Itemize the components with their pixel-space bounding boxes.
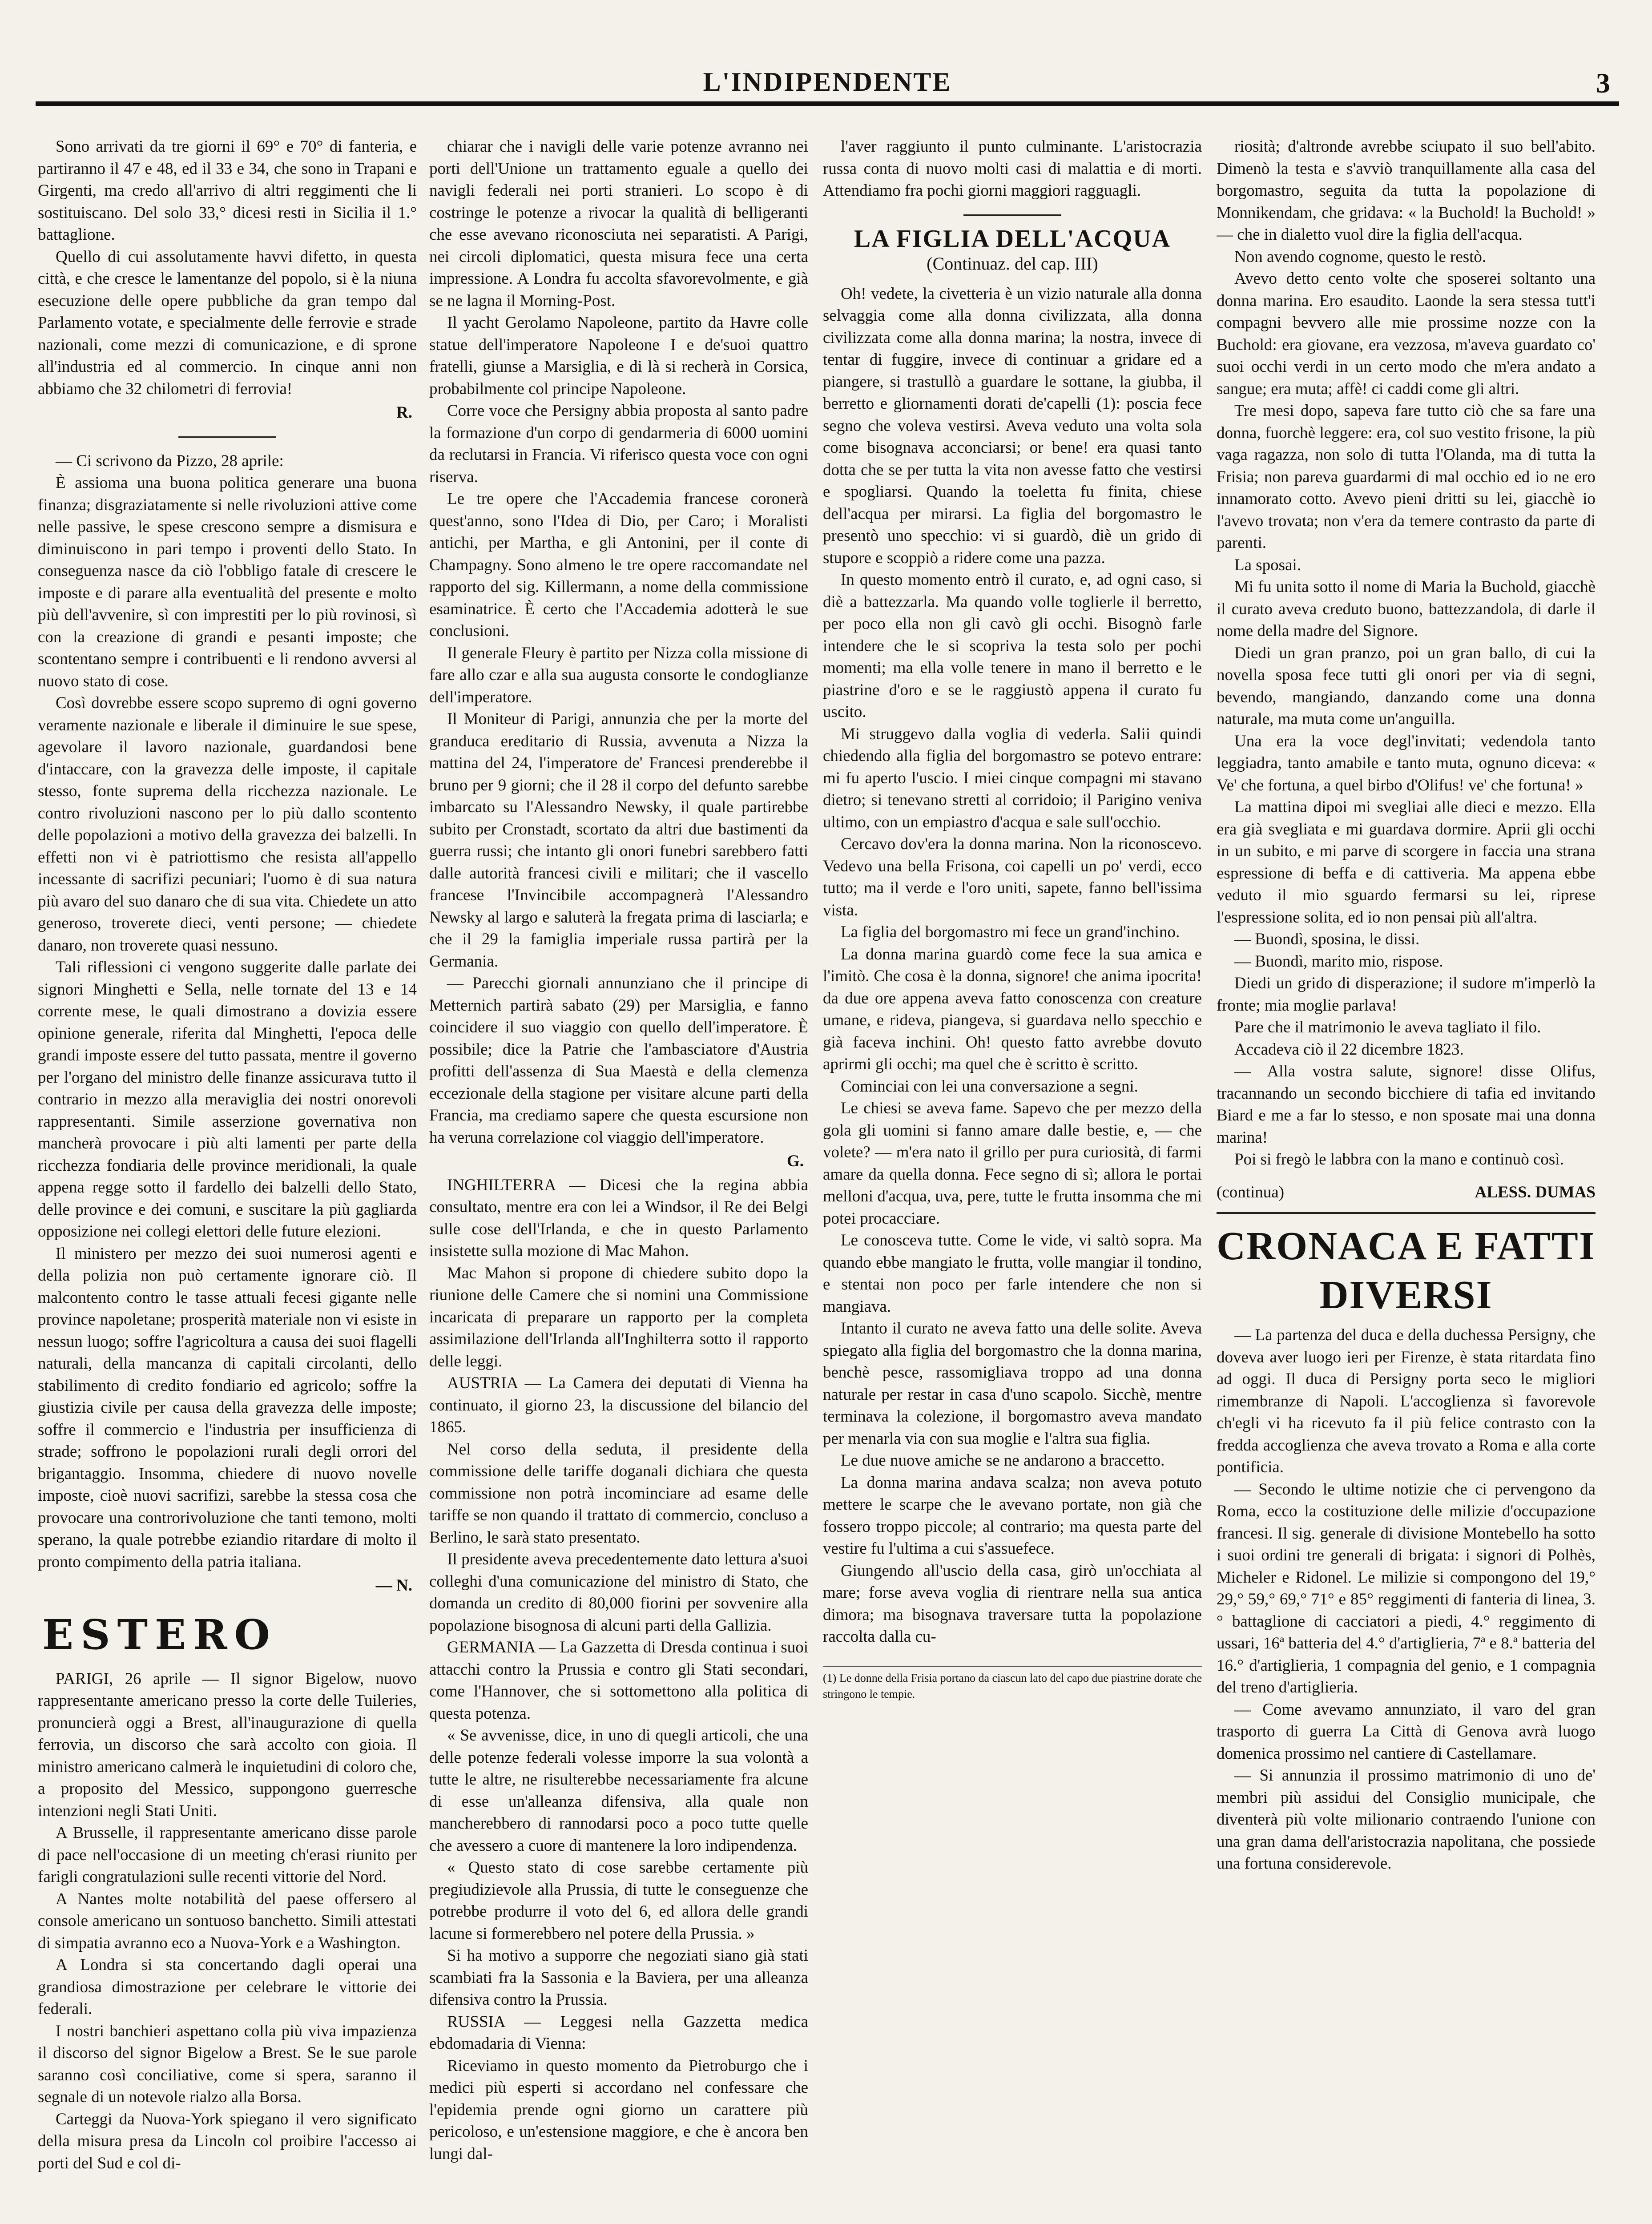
paragraph: Le conosceva tutte. Come le vide, vi saltò sopra. Ma quando ebbe mangiato le frutta, volle mangiar il tondino, e stentai non poco per farle intendere che non si mangiava.	[823, 1231, 1202, 1316]
paragraph: Sono arrivati da tre giorni il 69° e 70° di fanteria, e partiranno il 47 e 48, ed il 33 e 34, che sono in Trapani e Girgenti, ma credo all'arrivo di altri reggimenti che li sostituiscano. Del solo 33,° dicesi resti in Sicilia il 1.° battaglione.	[38, 137, 417, 244]
paragraph: La mattina dipoi mi svegliai alle dieci e mezzo. Ella era già svegliata e mi guardava dormire. Aprii gli occhi in un subito, e mi parve di scorgere in faccia una strana espressione di beffa e di cattiveria. Ma appena ebbe veduto il mio sguardo fermarsi su lei, riprese l'espressione solita, ed io non pensai più all'altra.	[1217, 798, 1596, 927]
header-rule	[36, 101, 1619, 106]
paragraph: riosità; d'altronde avrebbe sciupato il suo bell'abito. Dimenò la testa e s'avviò tranquillamente alla casa del borgomastro, seguita da tutta la popolazione di Monnikendam, che gridava: « la Buchold! la Buchold! » — che in dialetto vuol dire la figlia dell'acqua.	[1217, 137, 1596, 244]
paragraph: Il ministero per mezzo dei suoi numerosi agenti e della polizia non può certamente ignorare ciò. Il malcontento contro le tasse attuali fecesi gigante nelle province napoletane; prosperità materiale non vi esiste in nessun luogo; soffre l'agricoltura a causa dei suoi flagelli naturali, della mancanza di capitali circolanti, dello stabilimento di credito fondiario ed agricolo; soffre la giustizia civile per causa della gravezza delle imposte; soffre il commercio e l'industria per insufficienza di strade; soffrono le popolazioni rurali degli orrori del brigantaggio. Insomma, chiedere di nuovo novelle imposte, cioè nuovi sacrifizi, sarebbe la stessa cosa che provocare una controrivoluzione che tanti temono, molti sperano, la quale potrebbe eziandio ritardare di molto il pronto compimento della patria italiana.	[38, 1244, 417, 1571]
footnote: (1) Le donne della Frisia portano da ciascun lato del capo due piastrine dorate che stringono le tempie.	[823, 1666, 1202, 1702]
column-2	[429, 136, 808, 2224]
paragraph: RUSSIA — Leggesi nella Gazzetta medica ebdomadaria di Vienna:	[429, 2012, 808, 2053]
paragraph: « Questo stato di cose sarebbe certamente più pregiudizievole alla Prussia, di tutte le conseguenze che potrebbe produrre il voto del 6, ed allora delle grandi lacune si formerebbero nel potere della Prussia. »	[429, 1858, 808, 1943]
paragraph: Pare che il matrimonio le aveva tagliato il filo.	[1234, 1018, 1541, 1036]
paragraph: GERMANIA — La Gazzetta di Dresda continua i suoi attacchi contro la Prussia e contro gli Stati secondari, come l'Hannover, che si sottomettono alla politica di questa potenza.	[429, 1638, 808, 1723]
paragraph: Il generale Fleury è partito per Nizza colla missione di fare allo czar e alla sua augusta consorte le condoglianze dell'imperatore.	[429, 644, 808, 706]
paragraph: Il presidente aveva precedentemente dato lettura a'suoi colleghi d'una comunicazione del ministro di Stato, che domanda un credito di 80,000 fiorini per sovvenire alla popolazione bisognosa di alcuni parti della Gallizia.	[429, 1550, 808, 1635]
newspaper-title: L'INDIPENDENTE	[703, 67, 952, 97]
column-1	[38, 136, 417, 2224]
paragraph: Mi struggevo dalla voglia di vederla. Salii quindi chiedendo alla figlia del borgomastro se potevo entrare: mi fu aperto l'uscio. I miei cinque compagni mi stavano dietro; si tenevano stretti al corridoio; il Parigino veniva ultimo, con un empiastro d'acqua e sale sull'occhio.	[823, 725, 1202, 831]
paragraph: — Buondì, marito mio, rispose.	[1234, 952, 1443, 971]
paragraph: Oh! vedete, la civetteria è un vizio naturale alla donna selvaggia come alla donna civilizzata, alla donna civilizzata come alla donna marina; la nostra, invece di tentar di fuggire, invece di continuar a gridare ed a piangere, si trastullò a guardare le sottane, la giubba, il berretto e gliornamenti dorati de'capelli (1): poscia fece segno che voleva vestirsi. Aveva veduto una volta sola come bisognava acconciarsi; or bene! era quasi tanto dotta che se per tutta la vita non avesse fatto che vestirsi e spogliarsi. Quando la toeletta fu finita, chiese dell'acqua per mirarsi. La figlia del borgomastro le presentò uno specchio: vi si guardò, diè un grido di stupore e scoppiò a ridere come una pazza.	[823, 284, 1202, 567]
column-4	[1217, 136, 1596, 2224]
paragraph: A Londra si sta concertando dagli operai una grandiosa dimostrazione per celebrare le vittorie dei federali.	[38, 1956, 417, 2018]
paragraph: Il yacht Gerolamo Napoleone, partito da Havre colle statue dell'imperatore Napoleone I e de'suoi quattro fratelli, giunse a Marsiglia, e di là si recherà in Corsica, probabilmente col principe Napoleone.	[429, 314, 808, 398]
paragraph: l'aver raggiunto il punto culminante. L'aristocrazia russa conta di nuovo molti casi di malattia e di morti. Attendiamo fra pochi giorni maggiori ragguagli.	[823, 137, 1202, 200]
paragraph: Le tre opere che l'Accademia francese coronerà quest'anno, sono l'Idea di Dio, per Caro; i Moralisti antichi, per Martha, e gli Antonini, per il conte di Champagny. Sono almeno le tre opere raccomandate nel rapporto del sig. Killermann, a nome della commissione esaminatrice. È certo che l'Accademia adotterà le sue conclusioni.	[429, 490, 808, 640]
paragraph: I nostri banchieri aspettano colla più viva impazienza il discorso del signor Bigelow a Brest. Se le sue parole saranno così conciliative, come si spera, saranno il segnale di un notevole rialzo alla Borsa.	[38, 2022, 417, 2106]
continua-label: (continua)	[1217, 1183, 1285, 1201]
section-heading-estero: ESTERO	[42, 1610, 277, 1659]
dateline: — Ci scrivono da Pizzo, 28 aprile:	[56, 451, 284, 470]
paragraph: Intanto il curato ne aveva fatto una delle solite. Aveva spiegato alla figlia del borgomastro che la donna marina, benchè pesce, rassomigliava troppo ad una donna naturale per restar in casa d'uno scapolo. Sicchè, mentre terminava la colezione, il borgomastro aveva mandato per menarla via con sua moglie e l'altra sua figlia.	[823, 1319, 1202, 1448]
paragraph: — La partenza del duca e della duchessa Persigny, che doveva aver luogo ieri per Firenze, è stata ritardata fino ad oggi. Il duca di Persigny porta seco le migliori rimembranze di Napoli. L'accoglienza sì favorevole ch'egli vi ha ricevuto fa il più felice contrasto con la fredda accoglienza che aveva trovato a Roma e alla corte pontificia.	[1217, 1326, 1596, 1476]
paragraph: Giungendo all'uscio della casa, girò un'occhiata al mare; forse aveva voglia di rientrare nella sua antica dimora; ma bisognava traversare tutta la popolazione raccolta dalla cu-	[823, 1561, 1202, 1646]
separator-rule	[178, 436, 276, 438]
page-number: 3	[1596, 67, 1610, 99]
separator-rule	[963, 214, 1061, 216]
paragraph: Riceviamo in questo momento da Pietroburgo che i medici più esperti si accordano nel confessare che l'epidemia prende ogni giorno un carattere più pericoloso, e un'estensione maggiore, e che è ancora ben lungi dal-	[429, 2056, 808, 2163]
paragraph: È assioma una buona politica generare una buona finanza; disgraziatamente si nelle rivoluzioni attive come nelle passive, le spese crescono sempre a dismisura e diminuiscono in pari tempo i proventi dello Stato. In conseguenza nasce da ciò l'obbligo fatale di crescere le imposte e di parare alla eventualità del presente e molto più dell'avvenire, sì con imprestiti per lo più rovinosi, sì con la creazione di grandi e pesanti imposte; che scontentano sempre i contribuenti e li rendono avversi al nuovo stato di cose.	[38, 474, 417, 690]
column-3	[823, 136, 1202, 2224]
paragraph: « Se avvenisse, dice, in uno di quegli articoli, che una delle potenze federali volesse imporre la sua volontà a tutte le altre, ne risulterebbe necessariamente fra alcune di esse un'alleanza difensiva, alla quale non mancherebbero di rannodarsi poco a poco tutte quelle che avessero a cuore di mantenere la loro indipendenza.	[429, 1726, 808, 1855]
paragraph: Le chiesi se aveva fame. Sapevo che per mezzo della gola gli uomini si fanno amare dalle bestie, e, — che volete? — m'era nato il grillo per pura curiosità, di farmi amare da quella donna. Fece segno di sì; allora le portai melloni d'acqua, uva, pere, tutte le frutta insomma che mi potei procacciare.	[823, 1099, 1202, 1228]
paragraph: La sposai.	[1234, 556, 1301, 574]
paragraph: Poi si fregò le labbra con la mano e continuò così.	[1234, 1150, 1564, 1168]
paragraph: Mi fu unita sotto il nome di Maria la Buchold, giacchè il curato aveva creduto buono, battezzandola, di darle il nome della madre del Signore.	[1217, 578, 1596, 640]
paragraph: — Si annunzia il prossimo matrimonio di uno de' membri più assidui del Consiglio municipale, che diventerà più volte milionario contraendo l'unione con una gran dama dell'aristocrazia napolitana, che possiede una fortuna considerevole.	[1217, 1766, 1596, 1873]
feuilleton-title: LA FIGLIA DELL'ACQUA	[854, 225, 1171, 253]
paragraph: Le due nuove amiche se ne andarono a braccetto.	[841, 1451, 1165, 1470]
paragraph: INGHILTERRA — Dicesi che la regina abbia consultato, mentre era con lei a Windsor, il Re dei Belgi sulle cose dell'Irlanda, e che in questo Parlamento insistette sulla mozione di Mac Mahon.	[429, 1176, 808, 1260]
paragraph: Cercavo dov'era la donna marina. Non la riconoscevo. Vedevo una bella Frisona, coi capelli un po' verdi, ecco tutto; ma il verde e l'oro uniti, sapete, fanno bell'issima vista.	[823, 835, 1202, 919]
paragraph: Carteggi da Nuova-York spiegano il vero significato della misura presa da Lincoln col proibire l'accesso ai porti del Sud e col di-	[38, 2110, 417, 2172]
paragraph: Il Moniteur di Parigi, annunzia che per la morte del granduca ereditario di Russia, avvenuta a Nizza la mattina del 24, l'imperatore de' Francesi prenderebbe il bruno per 9 giorni; che il 28 il corpo del defunto sarebbe imbarcato su l'Alessandro Newsky, il quale partirebbe subito per Cronstadt, scortato da altri due bastimenti da guerra russi; che intanto gli onori funebri sarebbero fatti dalle autorità francesi civili e militari; che il vascello francese l'Invincibile accompagnerà l'Alessandro Newsky al largo e saluterà la fregata prima di lasciarla; e che il 29 la famiglia imperiale russa partirà per la Germania.	[429, 710, 808, 971]
feuilleton-byline	[1217, 1181, 1596, 1204]
masthead	[36, 67, 1619, 98]
signature: — N.	[375, 1576, 412, 1595]
paragraph: Corre voce che Persigny abbia proposta al santo padre la formazione d'un corpo di gendarmeria di 6000 uomini da reclutarsi in Francia. Vi riferisco questa voce con ogni riserva.	[429, 402, 808, 486]
paragraph: La donna marina andava scalza; non aveva potuto mettere le scarpe che le avevano portate, non già che fossero troppo piccole; al contrario; ma questa parte del vestire fu l'ultima a cui s'assuefece.	[823, 1473, 1202, 1558]
paragraph: Non avendo cognome, questo le restò.	[1234, 247, 1487, 266]
paragraph: Nel corso della seduta, il presidente della commissione delle tariffe doganali dichiara che questa commissione non potrà incominciare ad esame delle tariffe se non quando il trattato di commercio, concluso a Berlino, le sarà stato presentato.	[429, 1440, 808, 1547]
paragraph: A Nantes molte notabilità del paese offersero al console americano un sontuoso banchetto. Simili attestati di simpatia avranno eco a Nuova-York e a Washington.	[38, 1890, 417, 1952]
paragraph: Tali riflessioni ci vengono suggerite dalle parlate dei signori Minghetti e Sella, nelle tornate del 13 e 14 corrente mese, le quali dimostrano a dovizia essere opinione generale, riferita dal Minghetti, l'epoca delle grandi imposte essere del tutto passata, mentre il governo per l'organo del ministro delle finanze assicurava tutto il contrario in mezzo alla meraviglia dei nostri onorevoli rappresentanti. Simile asserzione governativa non mancherà provocare i più alti lamenti per parte della ricchezza fondiaria delle province meridionali, la quale appena regge sotto il fardello dei balzelli dello Stato, delle province e dei comuni, e suscitare la più gagliarda opposizione nei collegi elettori delle future elezioni.	[38, 958, 417, 1241]
paragraph: Quello di cui assolutamente havvi difetto, in questa città, e che cresce le lamentanze del popolo, si è la niuna esecuzione delle opere pubbliche da gran tempo dal Parlamento votate, e specialmente delle ferrovie e strade nazionali, come mezzi di comunicazione, e di sprone all'industria ed al commercio. In cinque anni non abbiamo che 32 chilometri di ferrovia!	[38, 247, 417, 398]
paragraph: Tre mesi dopo, sapeva fare tutto ciò che sa fare una donna, fuorchè leggere: era, col suo vestito frisone, la più vaga ragazza, non solo di tutta l'Olanda, ma di tutta la Frisia; non pareva guardarmi di mal occhio ed io ne ero innamorato cotto. Avevo pieni dritti su lei, giacchè io l'avevo trovata; non v'era da temere contrasto da parte di parenti.	[1217, 402, 1596, 552]
paragraph: — Alla vostra salute, signore! disse Olifus, tracannando un secondo bicchiere di tafia ed invitando Biard e me a far lo stesso, e non sposate mai una donna marina!	[1217, 1062, 1596, 1147]
feuilleton-subtitle: (Continuaz. del cap. III)	[927, 254, 1098, 274]
paragraph: Cominciai con lei una conversazione a segni.	[841, 1077, 1138, 1096]
paragraph: Diedi un gran pranzo, poi un gran ballo, di cui la novella sposa fece tutti gli onori per via di segni, bevendo, mangiando, danzando come una donna naturale, ma muta come un'anguilla.	[1217, 644, 1596, 728]
paragraph: Accadeva ciò il 22 dicembre 1823.	[1234, 1040, 1464, 1059]
author-name: ALESS. DUMAS	[1475, 1183, 1596, 1201]
paragraph: — Buondì, sposina, le dissi.	[1234, 930, 1420, 948]
paragraph: Così dovrebbe essere scopo supremo di ogni governo veramente nazionale e liberale il diminuire le sue spese, agevolare il lavoro nazionale, guardandosi bene d'intaccare, con la gravezza delle imposte, il capitale stesso, fonte suprema della ricchezza nazionale. Le contro rivoluzioni nascono per lo più dallo scontento delle popolazioni a motivo della gravezza dei balzelli. In effetti non vi è patriottismo che resista all'appello incessante di sacrifizi pecuniari; l'uomo è di sua natura più avaro del suo danaro che di sua vita. Chiedete un atto generoso, troverete dieci, venti persone; — chiedete danaro, non troverete quasi nessuno.	[38, 694, 417, 955]
paragraph: — Secondo le ultime notizie che ci pervengono da Roma, ecco la costituzione delle milizie d'occupazione francesi. Il sig. generale di divisione Montebello ha sotto i suoi ordini tre generali di brigata: i signori di Polhès, Micheler e Ridonel. Le milizie si compongono del 19,° 29,° 59,° 69,° 71° e 85° reggimenti di fanteria di linea, 3.° battaglione di cacciatori a piedi, 4.° reggimento di ussari, 16ª batteria del 4.° d'artiglieria, 7ª e 8.ª batteria del 16.° d'artiglieria, 1 compagnia del genio, e 1 compagnia del treno d'artiglieria.	[1217, 1480, 1596, 1696]
signature: R.	[396, 403, 412, 422]
paragraph: A Brusselle, il rappresentante americano disse parole di pace nell'occasione di un meeting ch'erasi riunito per farigli congratulazioni sulle recenti vittorie del Nord.	[38, 1824, 417, 1886]
paragraph: Diedi un grido di disperazione; il sudore m'imperlò la fronte; mia moglie parlava!	[1217, 974, 1596, 1015]
paragraph: chiarar che i navigli delle varie potenze avranno nei porti dell'Unione un trattamento eguale a quello dei navigli federali nei porti stranieri. Lo scopo è di costringe le potenze a rivocar la qualità di belligeranti che esse avevano riconosciuta nei separatisti. A Parigi, nei circoli diplomatici, questa misura fece una certa impressione. A Londra fu accolta sfavorevolmente, e già se ne lagna il Morning-Post.	[429, 137, 808, 310]
paragraph: Mac Mahon si propone di chiedere subito dopo la riunione delle Camere che si nomini una Commissione incaricata di preparare un rapporto per la completa assimilazione dell'Irlanda all'Inghilterra sotto il rapporto delle leggi.	[429, 1264, 808, 1370]
paragraph: La figlia del borgomastro mi fece un grand'inchino.	[841, 923, 1180, 941]
signature: G.	[786, 1152, 804, 1170]
paragraph: Si ha motivo a supporre che negoziati siano già stati scambiati fra la Sassonia e la Baviera, per una alleanza difensiva contro la Prussia.	[429, 1946, 808, 2009]
paragraph: — Parecchi giornali annunziano che il principe di Metternich partirà sabato (29) per Marsiglia, e fanno coincidere il suo viaggio con quello dell'imperatore. È possibile; dice la Patrie che l'ambasciatore d'Austria profitti dell'assenza di Sua Maestà e della clemenza eccezionale della stagione per visitare alcune parti della Francia, ma crediamo sapere che questa escursione non ha veruna correlazione col viaggio dell'imperatore.	[429, 974, 808, 1147]
paragraph: AUSTRIA — La Camera dei deputati di Vienna ha continuato, il giorno 23, la discussione del bilancio del 1865.	[429, 1374, 808, 1436]
paragraph: — Come avevamo annunziato, il varo del gran trasporto di guerra La Città di Genova avrà luogo domenica prossimo nel cantiere di Castellamare.	[1217, 1700, 1596, 1763]
section-heading-cronaca: CRONACA E FATTI DIVERSI	[1217, 1212, 1596, 1320]
paragraph: Avevo detto cento volte che sposerei soltanto una donna marina. Ero esaudito. Laonde la sera stessa tutt'i compagni bevvero alle mie prossime nozze con la Buchold: era giovane, era vezzosa, m'aveva guardato co' suoi occhi verdi in un certo modo che m'era andato a sangue; era muta; affè! ci caddi come gli altri.	[1217, 270, 1596, 398]
paragraph: PARIGI, 26 aprile — Il signor Bigelow, nuovo rappresentante americano presso la corte delle Tuileries, pronuncierà oggi a Brest, all'inaugurazione di quella ferrovia, un discorso che sarà accolto con gioia. Il ministro americano calmerà le inquietudini di coloro che, a proposito del Messico, suppongono guerresche intenzioni negli Stati Uniti.	[38, 1669, 417, 1820]
paragraph: La donna marina guardò come fece la sua amica e l'imitò. Che cosa è la donna, signore! che anima ipocrita! da due ore appena aveva fatto conoscenza con creature umane, e rideva, piangeva, si guardava nello specchio e già faceva inchini. Oh! questo fatto avrebbe dovuto aprirmi gli occhi; ma quel che è scritto è scritto.	[823, 945, 1202, 1073]
paragraph: Una era la voce degl'invitati; vedendola tanto leggiadra, tanto amabile e tanto muta, ognuno diceva: « Ve' che fortuna, a quel birbo d'Olifus! ve' che fortuna! »	[1217, 732, 1596, 794]
paragraph: In questo momento entrò il curato, e, ad ogni caso, si diè a battezzarla. Ma quando volle toglierle il berretto, per poco ella non gli cavò gli occhi. Bisognò farle intendere che le si scopriva la testa solo per pochi momenti; ma ella volle tenere in mano il berretto e le piastrine d'oro e se le raggiustò appena il curato fu uscito.	[823, 571, 1202, 721]
